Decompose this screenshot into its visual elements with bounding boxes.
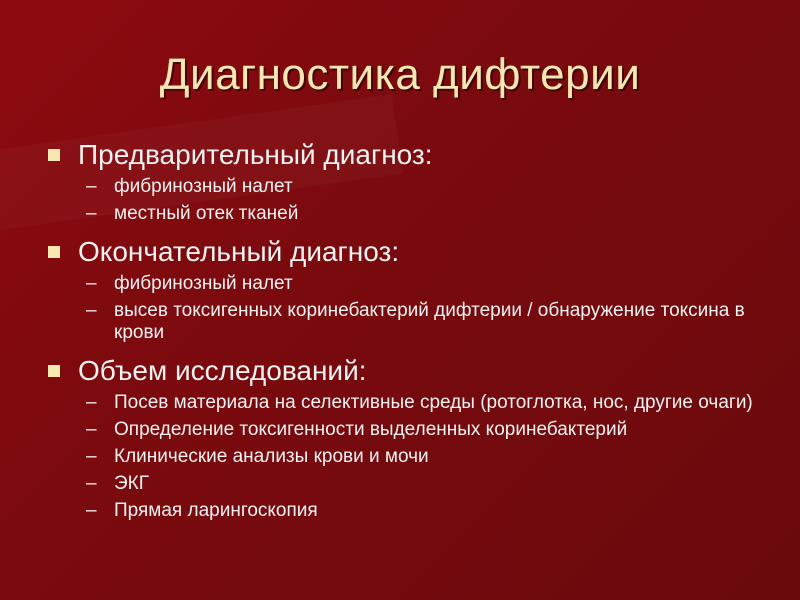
list-item-text: Посев материала на селективные среды (ротоглотка, нос, другие очаги) <box>114 392 753 413</box>
list-item-text: Прямая ларингоскопия <box>114 500 318 521</box>
sub-list <box>86 176 768 225</box>
list-item-text: фибринозный налет <box>114 273 293 294</box>
dash-bullet-icon: – <box>86 273 97 294</box>
list-item-text: Клинические анализы крови и мочи <box>114 446 429 467</box>
list-item <box>86 473 768 495</box>
section-heading-text: Объем исследований: <box>78 355 367 386</box>
section-heading-text: Предварительный диагноз: <box>78 139 433 170</box>
section-heading-text: Окончательный диагноз: <box>78 236 400 267</box>
list-item <box>86 446 768 468</box>
square-bullet-icon <box>48 365 60 377</box>
dash-bullet-icon: – <box>86 419 97 440</box>
list-item <box>86 176 768 198</box>
dash-bullet-icon: – <box>86 203 97 224</box>
dash-bullet-icon: – <box>86 446 97 467</box>
section-final-diagnosis <box>48 235 768 344</box>
list-item <box>86 392 768 414</box>
slide-title: Диагностика дифтерии <box>159 50 641 99</box>
sub-list <box>86 392 768 522</box>
section-scope-of-investigations <box>48 354 768 522</box>
section-heading <box>48 235 768 269</box>
dash-bullet-icon: – <box>86 392 97 413</box>
slide-content <box>48 138 768 532</box>
list-item <box>86 419 768 441</box>
section-preliminary-diagnosis <box>48 138 768 225</box>
list-item <box>86 203 768 225</box>
dash-bullet-icon: – <box>86 176 97 197</box>
list-item <box>86 500 768 522</box>
dash-bullet-icon: – <box>86 500 97 521</box>
list-item-text: высев токсигенных коринебактерий дифтерии / обнаружение токсина в крови <box>114 300 745 343</box>
list-item-text: Определение токсигенности выделенных коринебактерий <box>114 419 628 440</box>
list-item <box>86 273 768 295</box>
square-bullet-icon <box>48 246 60 258</box>
section-heading <box>48 354 768 388</box>
dash-bullet-icon: – <box>86 473 97 494</box>
list-item-text: ЭКГ <box>114 473 150 494</box>
list-item-text: фибринозный налет <box>114 176 293 197</box>
list-item-text: местный отек тканей <box>114 203 299 224</box>
sub-list <box>86 273 768 344</box>
list-item <box>86 300 768 344</box>
square-bullet-icon <box>48 149 60 161</box>
section-heading <box>48 138 768 172</box>
dash-bullet-icon: – <box>86 300 97 321</box>
